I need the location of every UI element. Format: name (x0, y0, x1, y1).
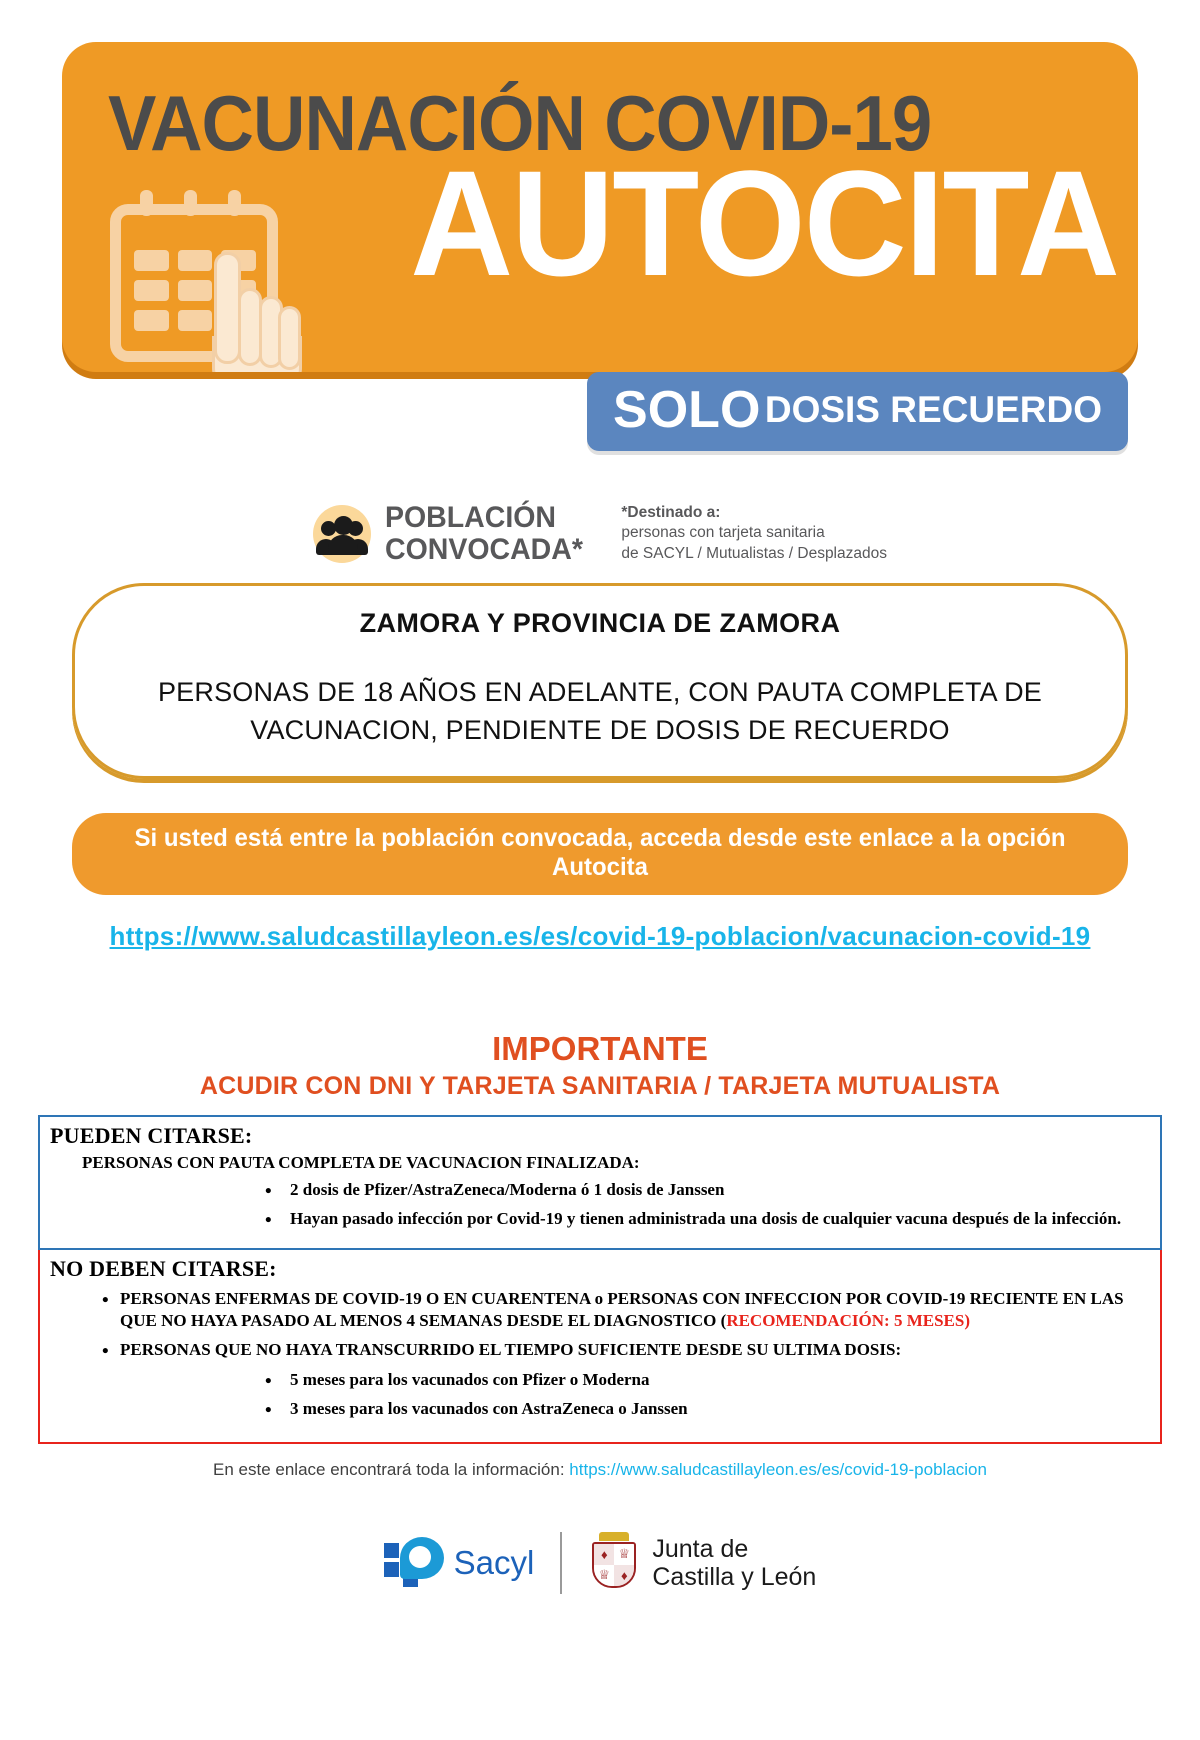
calendar-cell (134, 280, 169, 301)
sacyl-square (384, 1543, 399, 1558)
list-item: • 5 meses para los vacunados con Pfizer o Moderna (50, 1369, 1148, 1391)
person-body (328, 535, 358, 555)
cannot-book-title: NO DEBEN CITARSE: (50, 1255, 277, 1281)
footer-logos (0, 1532, 1200, 1594)
recommendation-close-paren: ) (964, 1310, 971, 1330)
calendar-cell (134, 310, 169, 331)
can-book-list (50, 1179, 1148, 1231)
hand-finger (214, 252, 241, 364)
destinatario-heading: *Destinado a: (621, 503, 721, 521)
footer-info-link[interactable]: https://www.saludcastillayleon.es/es/covid-19-poblacion (569, 1459, 987, 1479)
sacyl-swoosh (400, 1537, 444, 1579)
people-group-icon (313, 505, 371, 563)
pointing-hand-icon (206, 252, 302, 372)
destinatario-line-1: personas con tarjeta sanitaria (621, 524, 825, 542)
solo-dosis-recuerdo-badge (587, 372, 1128, 451)
importante-subheading: ACUDIR CON DNI Y TARJETA SANITARIA / TARJETA MUTUALISTA (199, 1071, 1001, 1100)
shield-crown (599, 1532, 629, 1541)
banner-title-primary: VACUNACIÓN COVID-19 (108, 79, 932, 167)
list-item: • 3 meses para los vacunados con AstraZeneca o Janssen (50, 1398, 1148, 1420)
cannot-book-item1-text: PERSONAS ENFERMAS DE COVID-19 O EN CUARENTENA o PERSONAS CON INFECCION POR COVID-19 RECIENTE EN LAS QUE NO HAYA PASADO AL MENOS 4 SEMANAS DESDE EL DIAGNOSTICO ( (120, 1288, 1124, 1330)
destinatario-line-2: de SACYL / Mutualistas / Desplazados (621, 544, 887, 562)
recommendation-highlight: RECOMENDACIÓN: 5 MESES (726, 1310, 965, 1330)
target-group-box (72, 583, 1128, 779)
junta-wordmark (652, 1535, 816, 1591)
header-banner-wrapper (62, 42, 1138, 439)
hand-finger (278, 306, 301, 370)
list-item: • Hayan pasado infección por Covid-19 y tienen administrada una dosis de cualquier vacuna después de la infección. (50, 1208, 1148, 1230)
cannot-book-list (50, 1288, 1148, 1362)
target-group-description: PERSONAS DE 18 AÑOS EN ADELANTE, CON PAUTA COMPLETA DE VACUNACION, PENDIENTE DE DOSIS DE RECUERDO (157, 677, 1043, 746)
coat-of-arms-icon (588, 1532, 640, 1594)
shield-quarter: ♕ (614, 1544, 634, 1565)
can-book-title: PUEDEN CITARSE: (50, 1122, 253, 1148)
importante-heading: IMPORTANTE (492, 1029, 708, 1067)
poblacion-convocada-section (0, 502, 1200, 565)
list-item (50, 1288, 1148, 1333)
target-area-heading: ZAMORA Y PROVINCIA DE ZAMORA (359, 608, 841, 638)
footer-info-text: En este enlace encontrará toda la información: (213, 1459, 570, 1479)
cannot-book-box (38, 1250, 1162, 1444)
junta-line-2: Castilla y León (652, 1562, 817, 1591)
person-head (334, 516, 353, 535)
junta-line-1: Junta de (652, 1534, 749, 1563)
sacyl-mark-icon (384, 1537, 444, 1589)
destinatario-note (621, 503, 887, 564)
eligibility-boxes (38, 1115, 1162, 1444)
sacyl-wordmark: Sacyl (453, 1543, 535, 1581)
importante-section (0, 1030, 1200, 1101)
logo-divider (560, 1532, 562, 1594)
poblacion-convocada-title (385, 502, 583, 565)
footer-info (0, 1460, 1200, 1480)
access-instruction-text: Si usted está entre la población convocada, acceda desde este enlace a la opción Autocita (134, 823, 1066, 881)
junta-logo (588, 1532, 816, 1594)
header-banner (62, 42, 1138, 372)
access-instruction-pill (72, 813, 1128, 895)
shield-quarter: ♦ (614, 1565, 634, 1586)
calendar-cell (134, 250, 169, 271)
autocita-link[interactable]: https://www.saludcastillayleon.es/es/covid-19-poblacion/vacunacion-covid-19 (109, 920, 1091, 951)
calendar-hand-icon (110, 190, 300, 362)
list-item: • PERSONAS QUE NO HAYA TRANSCURRIDO EL TIEMPO SUFICIENTE DESDE SU ULTIMA DOSIS: (50, 1339, 1148, 1361)
shield-quarter: ♕ (594, 1565, 614, 1586)
poblacion-title-line2: CONVOCADA* (384, 532, 583, 566)
can-book-box (38, 1115, 1162, 1250)
list-item: • 2 dosis de Pfizer/AstraZeneca/Moderna ó 1 dosis de Janssen (50, 1179, 1148, 1201)
badge-solo-label: SOLO (613, 381, 761, 439)
shield-body (592, 1542, 636, 1588)
can-book-subtitle: PERSONAS CON PAUTA COMPLETA DE VACUNACION FINALIZADA: (82, 1152, 640, 1172)
sacyl-logo (384, 1537, 535, 1589)
badge-dosis-recuerdo-label: DOSIS RECUERDO (764, 389, 1102, 430)
sacyl-square (384, 1562, 399, 1577)
poblacion-title-line1: POBLACIÓN (384, 501, 556, 534)
banner-title-secondary: AUTOCITA (410, 139, 1118, 307)
cannot-book-sublist (50, 1369, 1148, 1421)
shield-quarter: ♦ (594, 1544, 614, 1565)
